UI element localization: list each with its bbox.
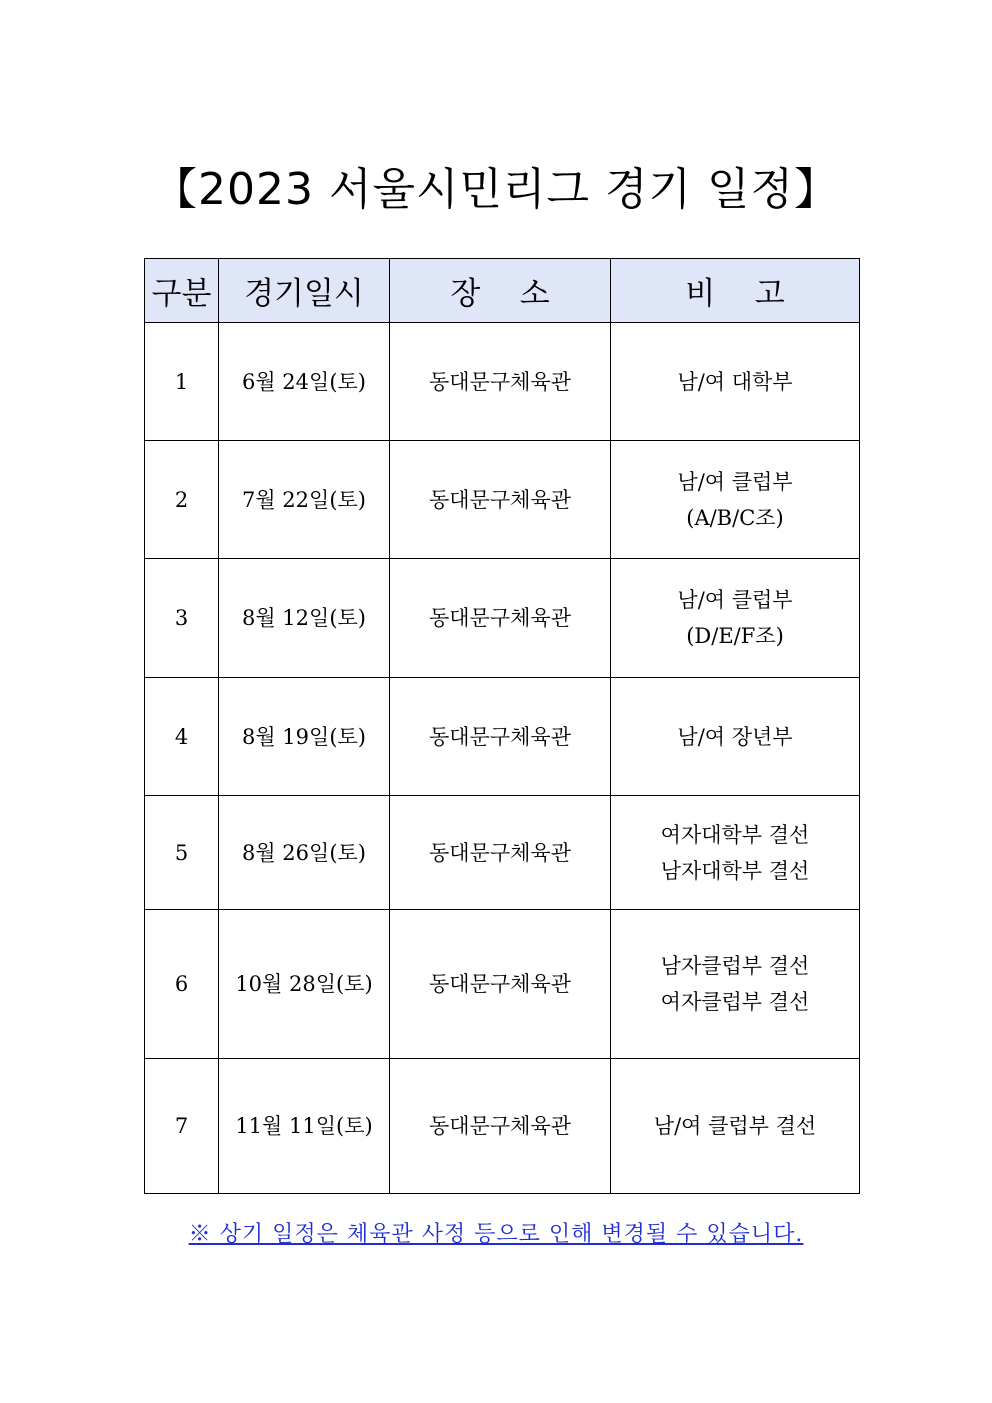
row-datetime: 10월 28일(토) [219,910,390,1059]
row-no: 3 [145,559,219,678]
note-line: (D/E/F조) [686,624,784,648]
row-venue: 동대문구체육관 [390,910,611,1059]
note-line: 남/여 대학부 [677,369,793,394]
note-line: 남/여 클럽부 [677,588,793,612]
table-header-row [145,259,860,323]
header-no: 구분 [145,259,219,323]
row-datetime: 8월 19일(토) [219,678,390,796]
row-note [611,1059,860,1194]
row-venue: 동대문구체육관 [390,441,611,559]
header-note: 비 고 [611,259,860,323]
row-note [611,559,860,678]
row-note [611,910,860,1059]
table-row [145,559,860,678]
page-title: 【2023 서울시민리그 경기 일정】 [153,164,839,215]
row-no: 4 [145,678,219,796]
footnote: ※ 상기 일정은 체육관 사정 등으로 인해 변경될 수 있습니다. [188,1222,804,1247]
row-no: 5 [145,796,219,910]
row-datetime: 8월 12일(토) [219,559,390,678]
note-line: 여자대학부 결선 [660,822,810,847]
row-datetime: 6월 24일(토) [219,323,390,441]
row-no: 1 [145,323,219,441]
row-venue: 동대문구체육관 [390,1059,611,1194]
row-datetime: 11월 11일(토) [219,1059,390,1194]
note-line: 남/여 클럽부 결선 [653,1114,817,1138]
note-line: 남자클럽부 결선 [660,954,810,978]
header-datetime: 경기일시 [219,259,390,323]
note-line: 남자대학부 결선 [660,858,810,883]
row-note [611,441,860,559]
note-line: 여자클럽부 결선 [660,990,810,1014]
row-datetime: 8월 26일(토) [219,796,390,910]
row-venue: 동대문구체육관 [390,559,611,678]
row-note [611,323,860,441]
table-row [145,1059,860,1194]
row-note [611,678,860,796]
row-note [611,796,860,910]
row-no: 7 [145,1059,219,1194]
row-venue: 동대문구체육관 [390,678,611,796]
schedule-table [144,258,860,1194]
row-venue: 동대문구체육관 [390,796,611,910]
note-line: 남/여 장년부 [677,724,793,749]
row-datetime: 7월 22일(토) [219,441,390,559]
table-row [145,323,860,441]
table-row [145,441,860,559]
table-row [145,910,860,1059]
note-line: 남/여 클럽부 [677,469,793,494]
table-row [145,678,860,796]
row-no: 6 [145,910,219,1059]
table-row [145,796,860,910]
header-venue: 장 소 [390,259,611,323]
note-line: (A/B/C조) [686,505,784,530]
row-venue: 동대문구체육관 [390,323,611,441]
row-no: 2 [145,441,219,559]
